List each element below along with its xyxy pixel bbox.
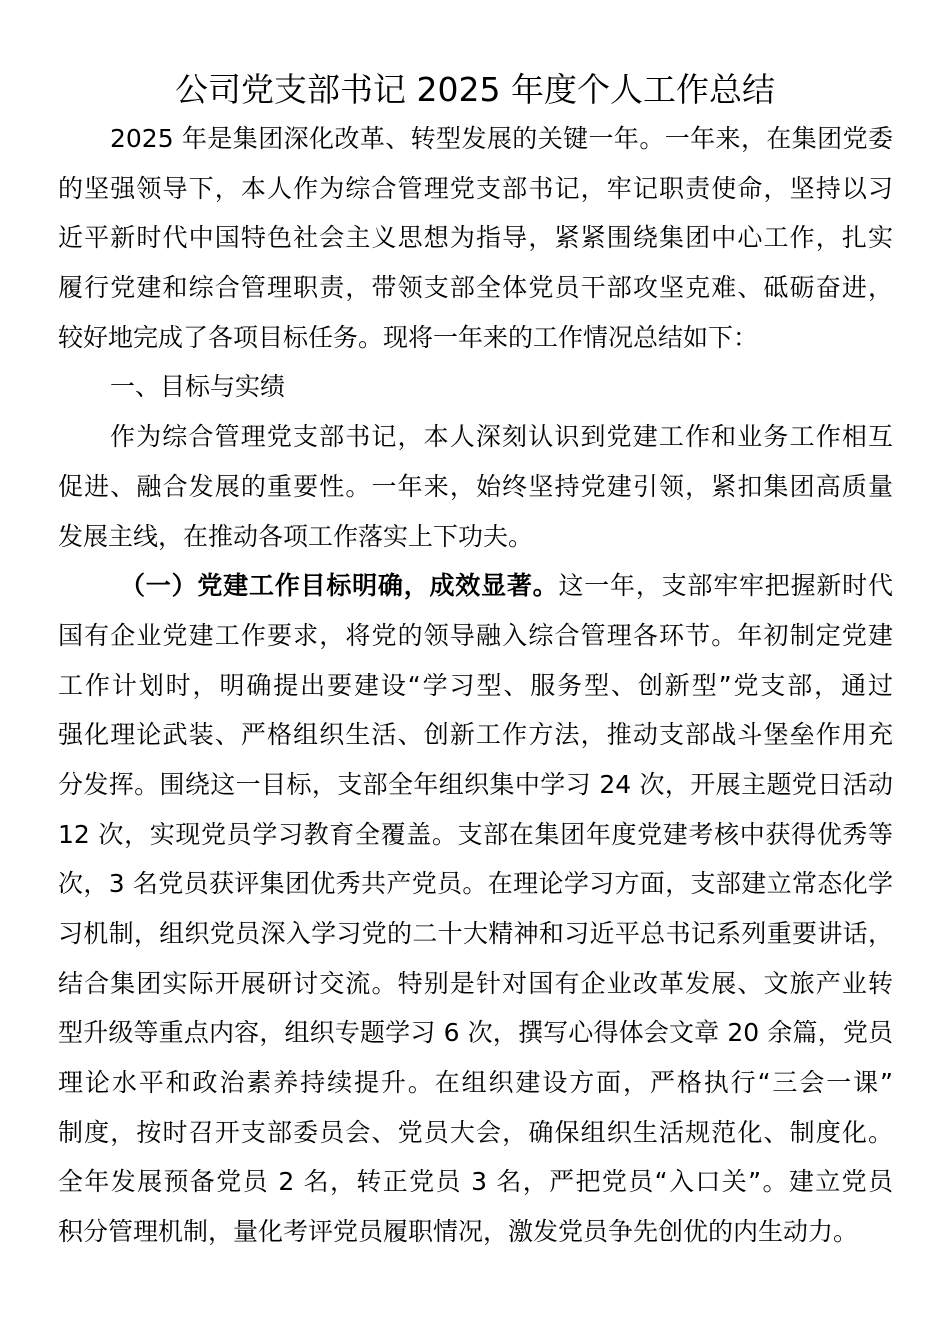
line-text: 理论水平和政治素养持续提升。在组织建设方面，严格执行“三会一课” (58, 1068, 893, 1098)
paragraph-line (58, 462, 893, 512)
paragraph-line (58, 760, 893, 810)
paragraph-line (58, 1157, 893, 1207)
line-text: 积分管理机制，量化考评党员履职情况，激发党员争先创优的内生动力。 (58, 1217, 859, 1247)
line-text: 发展主线，在推动各项工作落实上下功夫。 (58, 521, 534, 551)
paragraph-line (58, 661, 893, 711)
line-text: 较好地完成了各项目标任务。现将一年来的工作情况总结如下： (58, 322, 759, 352)
paragraph-line (58, 611, 893, 661)
paragraph-line (58, 313, 893, 363)
line-text: 习机制，组织党员深入学习党的二十大精神和习近平总书记系列重要讲话， (58, 919, 893, 948)
line-text: 履行党建和综合管理职责，带领支部全体党员干部攻坚克难、砥砺奋进， (58, 273, 893, 303)
line-text: 一、目标与实绩 (110, 372, 286, 402)
paragraph-line (58, 362, 893, 412)
line-text: 型升级等重点内容，组织专题学习 6 次，撰写心得体会文章 20 余篇，党员 (58, 1018, 893, 1048)
paragraph-line (58, 1108, 893, 1158)
line-text: 作为综合管理党支部书记，本人深刻认识到党建工作和业务工作相互 (110, 422, 893, 452)
paragraph-line (58, 810, 893, 860)
paragraph-line (58, 213, 893, 263)
line-text: 工作计划时，明确提出要建设“学习型、服务型、创新型”党支部，通过 (58, 670, 893, 700)
line-text: 次，3 名党员获评集团优秀共产党员。在理论学习方面，支部建立常态化学 (58, 869, 893, 899)
line-text: 促进、融合发展的重要性。一年来，始终坚持党建引领，紧扣集团高质量 (58, 471, 893, 501)
line-text: 制度，按时召开支部委员会、党员大会，确保组织生活规范化、制度化。 (58, 1117, 893, 1147)
paragraph-line (58, 1058, 893, 1108)
line-text: 12 次，实现党员学习教育全覆盖。支部在集团年度党建考核中获得优秀等 (58, 819, 893, 849)
line-text: 国有企业党建工作要求，将党的领导融入综合管理各环节。年初制定党建 (58, 620, 893, 650)
line-text: 的坚强领导下，本人作为综合管理党支部书记，牢记职责使命，坚持以习 (58, 173, 893, 203)
paragraph-line (58, 561, 893, 611)
paragraph-line (58, 710, 893, 760)
paragraph-line (58, 1008, 893, 1058)
paragraph-line (58, 412, 893, 462)
document-title: 公司党支部书记 2025 年度个人工作总结 (175, 70, 775, 109)
line-text: 分发挥。围绕这一目标，支部全年组织集中学习 24 次，开展主题党日活动 (58, 769, 893, 799)
paragraph-line (58, 909, 893, 959)
line-text: 结合集团实际开展研讨交流。特别是针对国有企业改革发展、文旅产业转 (58, 968, 893, 998)
paragraph-line (58, 164, 893, 214)
document-body (58, 114, 893, 1257)
line-text: 2025 年是集团深化改革、转型发展的关键一年。一年来，在集团党委 (110, 124, 893, 153)
line-text: 近平新时代中国特色社会主义思想为指导，紧紧围绕集团中心工作，扎实 (58, 223, 893, 253)
paragraph-line (58, 512, 893, 562)
paragraph-line (58, 959, 893, 1009)
paragraph-line (58, 114, 893, 164)
line-text: 强化理论武装、严格组织生活、创新工作方法，推动支部战斗堡垒作用充 (58, 720, 893, 750)
section-heading: （一）党建工作目标明确，成效显著。 (120, 571, 559, 601)
paragraph-line (58, 263, 893, 313)
paragraph-line (58, 1207, 893, 1257)
line-text: 全年发展预备党员 2 名，转正党员 3 名，严把党员“入口关”。建立党员 (58, 1167, 893, 1197)
paragraph-line (58, 859, 893, 909)
line-text: 这一年，支部牢牢把握新时代 (558, 571, 893, 601)
